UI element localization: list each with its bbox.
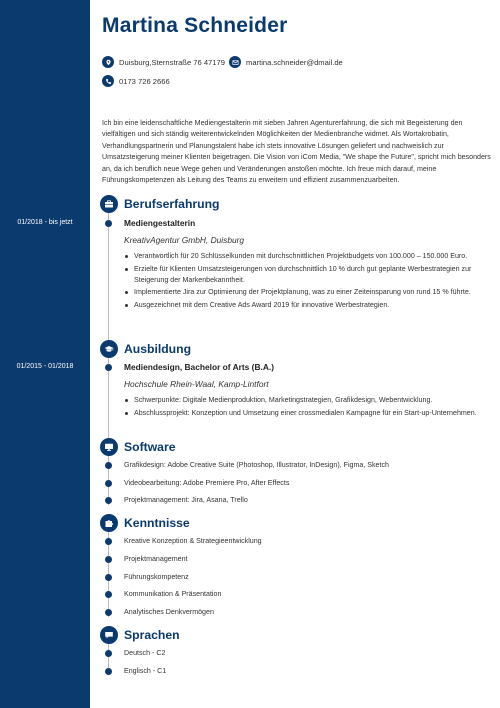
experience-date: 01/2018 - bis jetzt xyxy=(17,219,73,226)
experience-section-title: Berufserfahrung xyxy=(124,197,220,211)
profile-summary: Ich bin eine leidenschaftliche Mediengestalterin mit sieben Jahren Agenturerfahrung, die sich mit Begeisterung den vielfältigen und sich ständig weiterentwickelnden Möglichkeiten der Medienbranche widmet. Als Wortakrobatin, Verhandlungspartnerin und Planungstalent habe ich stets innovative Lösungen geliefert und nachweislich zur Umsatzsteigerung meiner Klienten beigetragen. Die Vision von iCom Media, "We shape the Future", spricht mich besonders an, da ich beruflich neue Wege gehen und Veränderungen anstoßen möchte. Ich freue mich darauf, meine Führungskompetenzen als Leitung des Teams zu erweitern und effizient zusammenzuarbeiten. xyxy=(102,119,491,185)
list-item: Ausgezeichnet mit dem Creative Ads Award 2019 für innovative Werbestrategien. xyxy=(124,300,494,311)
experience-bullet-list xyxy=(124,251,494,313)
education-bullet-list xyxy=(124,395,494,420)
education-date: 01/2015 - 01/2018 xyxy=(16,363,74,370)
address-contact xyxy=(102,56,225,68)
software-item: Videobearbeitung: Adobe Premiere Pro, After Effects xyxy=(124,479,290,487)
email-text[interactable]: martina.schneider@dmail.de xyxy=(246,57,343,67)
employer: KreativAgentur GmbH, Duisburg xyxy=(124,235,245,245)
skills-section-title: Kenntnisse xyxy=(124,516,190,530)
language-item: Deutsch - C2 xyxy=(124,649,166,657)
briefcase-icon xyxy=(100,195,118,213)
phone-contact[interactable] xyxy=(102,75,170,87)
list-item: Erzielte für Klienten Umsatzsteigerungen von durchschnittlich 10 % durch gut geplante Werbestrategien zur Steigerung der Markenbekanntheit. xyxy=(124,264,494,286)
list-dot xyxy=(105,480,112,487)
graduation-cap-icon xyxy=(100,340,118,358)
skill-item: Führungskompetenz xyxy=(124,573,189,581)
skill-item: Projektmanagement xyxy=(124,555,188,563)
list-dot xyxy=(105,574,112,581)
location-pin-icon xyxy=(102,56,114,68)
job-title: Mediengestalterin xyxy=(124,218,196,228)
list-dot xyxy=(105,497,112,504)
list-dot xyxy=(105,650,112,657)
puzzle-piece-icon xyxy=(100,514,118,532)
monitor-icon xyxy=(100,438,118,456)
candidate-name: Martina Schneider xyxy=(102,14,288,37)
phone-text: 0173 726 2666 xyxy=(119,76,170,86)
list-item: Implementierte Jira zur Optimierung der Projektplanung, was zu einer Zeiteinsparung von rund 15 % führte. xyxy=(124,287,494,298)
list-item: Schwerpunkte: Digitale Medienproduktion, Marketingstrategien, Grafikdesign, Webentwicklung. xyxy=(124,395,494,406)
software-item: Grafikdesign: Adobe Creative Suite (Photoshop, Illustrator, InDesign), Figma, Sketch xyxy=(124,461,389,469)
list-item: Abschlussprojekt: Konzeption und Umsetzung einer crossmedialen Kampagne für ein Start-up-Unternehmen. xyxy=(124,408,494,419)
phone-icon xyxy=(102,75,114,87)
list-dot xyxy=(105,462,112,469)
sidebar xyxy=(0,0,90,708)
school-name: Hochschule Rhein-Waal, Kamp-Lintfort xyxy=(124,379,269,389)
software-item: Projektmanagement: Jira, Asana, Trello xyxy=(124,496,248,504)
experience-timeline xyxy=(108,212,109,342)
education-section-title: Ausbildung xyxy=(124,342,192,356)
list-item: Verantwortlich für 20 Schlüsselkunden mit durchschnittlichen Projektbudgets von 100.000 – 150.000 Euro. xyxy=(124,251,494,262)
list-dot xyxy=(105,556,112,563)
languages-section-title: Sprachen xyxy=(124,628,180,642)
email-contact[interactable] xyxy=(229,56,343,68)
address-text: Duisburg,Sternstraße 76 47179 xyxy=(119,57,225,67)
list-dot xyxy=(105,538,112,545)
education-entry-dot xyxy=(105,364,112,371)
skill-item: Analytisches Denkvermögen xyxy=(124,608,214,616)
email-icon xyxy=(229,56,241,68)
speech-bubble-icon xyxy=(100,626,118,644)
experience-entry-dot xyxy=(105,220,112,227)
language-item: Englisch - C1 xyxy=(124,667,167,675)
skill-item: Kreative Konzeption & Strategieentwicklung xyxy=(124,537,262,545)
software-section-title: Software xyxy=(124,440,176,454)
list-dot xyxy=(105,609,112,616)
skill-item: Kommunikation & Präsentation xyxy=(124,590,222,598)
list-dot xyxy=(105,591,112,598)
degree-title: Mediendesign, Bachelor of Arts (B.A.) xyxy=(124,362,274,372)
list-dot xyxy=(105,668,112,675)
